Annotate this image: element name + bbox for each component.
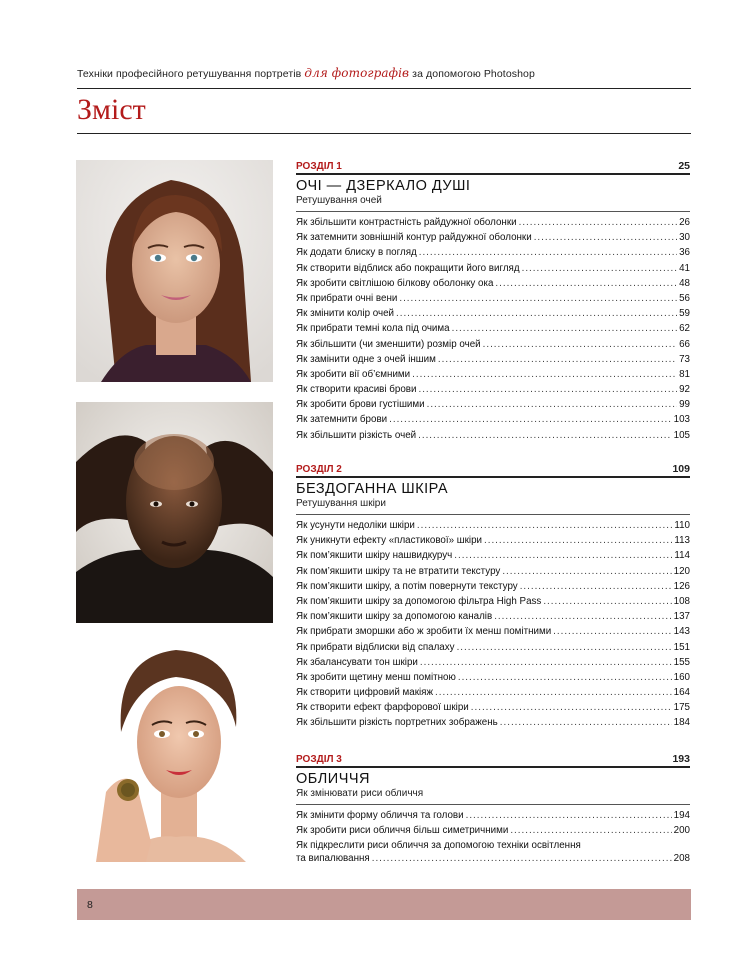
section-header — [296, 752, 690, 765]
toc-entry[interactable]: Як усунути недоліки шкіри ..... 110 — [296, 518, 690, 533]
toc-entry[interactable]: Як пом’якшити шкіру, а потім повернути текстуру ..... 126 — [296, 579, 690, 594]
toc-entry[interactable]: Як збільшити різкість портретних зображень ..... 184 — [296, 715, 690, 730]
toc-entry[interactable]: Як зробити риси обличчя більш симетричними ..... 200 — [296, 823, 690, 838]
toc-entry[interactable]: Як прибрати темні кола під очима ..... 62 — [296, 321, 690, 336]
toc-entry[interactable]: Як прибрати зморшки або ж зробити їх менш помітними ..... 143 — [296, 624, 690, 639]
toc-entry[interactable]: Як пом’якшити шкіру за допомогою каналів ..... 137 — [296, 609, 690, 624]
toc-entry[interactable]: Як підкреслити риси обличчя за допомогою техніки освітлення та випалювання ..... 208 — [296, 838, 690, 865]
toc-entry[interactable]: Як пом’якшити шкіру нашвидкуруч ..... 114 — [296, 548, 690, 563]
header-text-end: за допомогою Photoshop — [412, 68, 535, 80]
toc-entry[interactable]: Як пом’якшити шкіру та не втратити текстуру ..... 120 — [296, 564, 690, 579]
section-page: 109 — [672, 463, 690, 475]
section-subtitle: Ретушування шкіри — [296, 498, 386, 509]
section-label: РОЗДІЛ 1 — [296, 161, 342, 172]
toc-entry[interactable]: Як додати блиску в погляд ..... 36 — [296, 245, 690, 260]
header-accent-text: для фотографів — [304, 66, 410, 80]
page-number: 8 — [87, 899, 93, 911]
toc-section-3 — [296, 752, 690, 865]
section-rule — [296, 766, 690, 768]
toc-entry[interactable]: Як зробити брови густішими ..... 99 — [296, 397, 690, 412]
toc-entry[interactable]: Як зробити щетину менш помітною ..... 160 — [296, 670, 690, 685]
section-subtitle: Ретушування очей — [296, 195, 382, 206]
toc-entry[interactable]: Як зробити вії об’ємними ..... 81 — [296, 367, 690, 382]
toc-section-1 — [296, 159, 690, 443]
section-subrule — [296, 514, 690, 515]
toc-entry[interactable]: Як зробити світлішою білкову оболонку ока ..... 48 — [296, 276, 690, 291]
section-label: РОЗДІЛ 3 — [296, 754, 342, 765]
section-page: 193 — [672, 753, 690, 765]
toc-entry[interactable]: Як змінити колір очей ..... 59 — [296, 306, 690, 321]
header-rule — [77, 88, 691, 89]
section-rule — [296, 173, 690, 175]
footer-band — [77, 889, 691, 920]
portrait-photo-woman-brown-hair — [76, 160, 273, 382]
portrait-photo-woman-ring — [76, 642, 273, 862]
toc-entry[interactable]: Як прибрати очні вени ..... 56 — [296, 291, 690, 306]
section-page: 25 — [678, 160, 690, 172]
section-header — [296, 462, 690, 475]
toc-entry[interactable]: Як збалансувати тон шкіри ..... 155 — [296, 655, 690, 670]
section-title: БЕЗДОГАННА ШКІРА — [296, 481, 449, 497]
running-header — [77, 66, 535, 80]
section-subrule — [296, 211, 690, 212]
toc-entry[interactable]: Як збільшити різкість очей ..... 105 — [296, 428, 690, 443]
section-title: ОБЛИЧЧЯ — [296, 771, 371, 787]
section-rule — [296, 476, 690, 478]
section-subtitle: Як змінювати риси обличчя — [296, 788, 424, 799]
toc-entry[interactable]: Як затемнити брови ..... 103 — [296, 412, 690, 427]
toc-entry[interactable]: Як змінити форму обличчя та голови ..... 194 — [296, 808, 690, 823]
toc-section-2 — [296, 462, 690, 731]
toc-entry[interactable]: Як створити цифровий макіяж ..... 164 — [296, 685, 690, 700]
toc-entry[interactable]: Як створити відблиск або покращити його вигляд ..... 41 — [296, 261, 690, 276]
title-rule — [77, 133, 691, 134]
toc-entry[interactable]: Як збільшити контрастність райдужної оболонки ..... 26 — [296, 215, 690, 230]
section-title: ОЧІ — ДЗЕРКАЛО ДУШІ — [296, 178, 471, 194]
toc-entry[interactable]: Як замінити одне з очей іншим ..... 73 — [296, 352, 690, 367]
section-subrule — [296, 804, 690, 805]
toc-entry[interactable]: Як пом’якшити шкіру за допомогою фільтра High Pass ..... 108 — [296, 594, 690, 609]
header-text-start: Техніки професійного ретушування портретів — [77, 68, 302, 80]
toc-entry[interactable]: Як затемнити зовнішній контур райдужної оболонки ..... 30 — [296, 230, 690, 245]
toc-entry[interactable]: Як уникнути ефекту «пластикової» шкіри ..... 113 — [296, 533, 690, 548]
toc-entry[interactable]: Як прибрати відблиски від спалаху ..... 151 — [296, 640, 690, 655]
section-header — [296, 159, 690, 172]
toc-entry[interactable]: Як створити красиві брови ..... 92 — [296, 382, 690, 397]
toc-entry[interactable]: Як збільшити (чи зменшити) розмір очей ..... 66 — [296, 337, 690, 352]
toc-entry[interactable]: Як створити ефект фарфорової шкіри ..... 175 — [296, 700, 690, 715]
section-label: РОЗДІЛ 2 — [296, 464, 342, 475]
page-title: Зміст — [77, 93, 146, 126]
portrait-photo-man-bald — [76, 402, 273, 623]
